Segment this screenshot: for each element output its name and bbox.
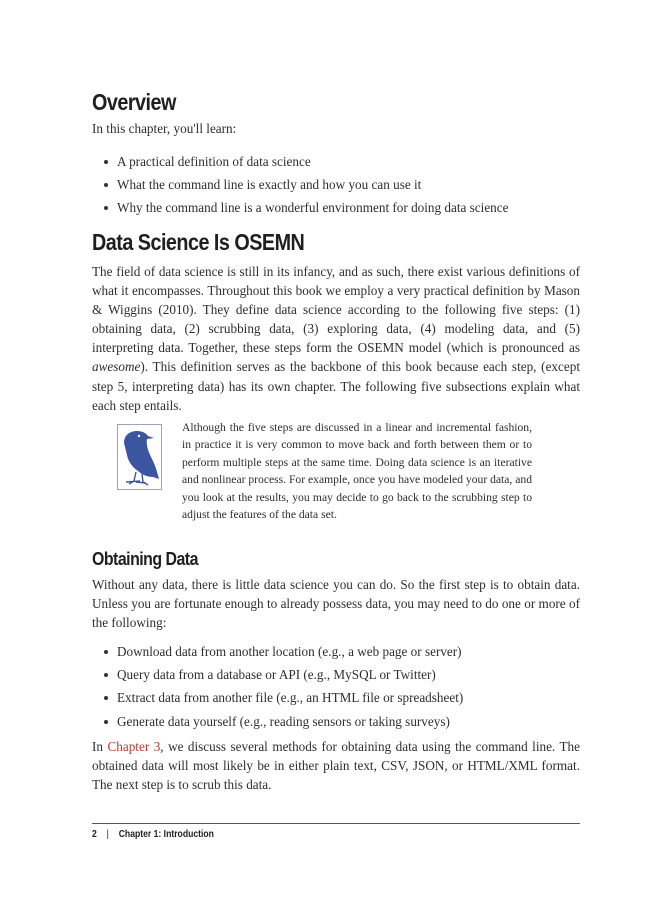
bird-note-icon xyxy=(117,424,162,490)
footer-chapter-title: Chapter 1: Introduction xyxy=(118,828,214,840)
page-number: 2 xyxy=(92,828,97,840)
list-item: What the command line is exactly and how you can use it xyxy=(92,175,580,198)
footer-rule xyxy=(92,823,580,824)
bullet-icon xyxy=(104,696,108,700)
osemn-paragraph: The field of data science is still in its infancy, and as such, there exist various definitions of what it encompasses. Throughout this book we employ a very practical definition by Mason & Wiggins (2010). They define data science according to the following five steps: (1) obtaining data, (2) scrubbing data, (3) exploring data, (4) modeling data, and (5) interpreting data. Together, these steps form the OSEMN model (which is pronounced as awesome). This definition serves as the backbone of this book because each step, (except step 5, interpreting data) has its own chapter. The following five subsections explain what each step entails. xyxy=(92,264,580,413)
overview-bullet-list xyxy=(92,152,580,222)
footer-separator: | xyxy=(106,828,109,840)
emphasis-awesome: awesome xyxy=(92,359,141,375)
note-text: Although the five steps are discussed in a linear and incremental fashion, in practice it is very common to move back and forth between them or to perform multiple steps at the same time. Doing data science is an iterative and nonlinear process. For example, once you have modeled your data, and you look at the results, you may decide to go back to the scrubbing step to adjust the features of the data set. xyxy=(182,421,532,522)
overview-heading: Overview xyxy=(92,89,176,115)
obtaining-closing-paragraph: In Chapter 3, we discuss several methods for obtaining data using the command line. The obtained data will most likely be in either plain text, CSV, JSON, or HTML/XML format. The next step is to scrub this data. xyxy=(92,739,580,793)
osemn-heading: Data Science Is OSEMN xyxy=(92,229,305,255)
bullet-icon xyxy=(104,160,108,164)
bullet-icon xyxy=(104,206,108,210)
list-item: Query data from a database or API (e.g., MySQL or Twitter) xyxy=(92,665,580,688)
chapter-3-link[interactable]: Chapter 3 xyxy=(107,739,161,754)
crow-icon xyxy=(118,425,161,489)
list-item: A practical definition of data science xyxy=(92,152,580,175)
list-item: Generate data yourself (e.g., reading sensors or taking surveys) xyxy=(92,712,580,735)
list-item: Download data from another location (e.g., a web page or server) xyxy=(92,642,580,665)
bullet-icon xyxy=(104,720,108,724)
bullet-icon xyxy=(104,673,108,677)
overview-intro: In this chapter, you'll learn: xyxy=(92,121,237,136)
bullet-icon xyxy=(104,650,108,654)
obtaining-data-heading: Obtaining Data xyxy=(92,548,198,569)
obtaining-bullet-list xyxy=(92,642,580,735)
obtaining-intro: Without any data, there is little data science you can do. So the first step is to obtain data. Unless you are fortunate enough to already possess data, you may need to do one or more of the following: xyxy=(92,577,580,631)
list-item: Extract data from another file (e.g., an HTML file or spreadsheet) xyxy=(92,688,580,711)
bullet-icon xyxy=(104,183,108,187)
list-item: Why the command line is a wonderful environment for doing data science xyxy=(92,198,580,221)
page-footer xyxy=(92,828,214,840)
